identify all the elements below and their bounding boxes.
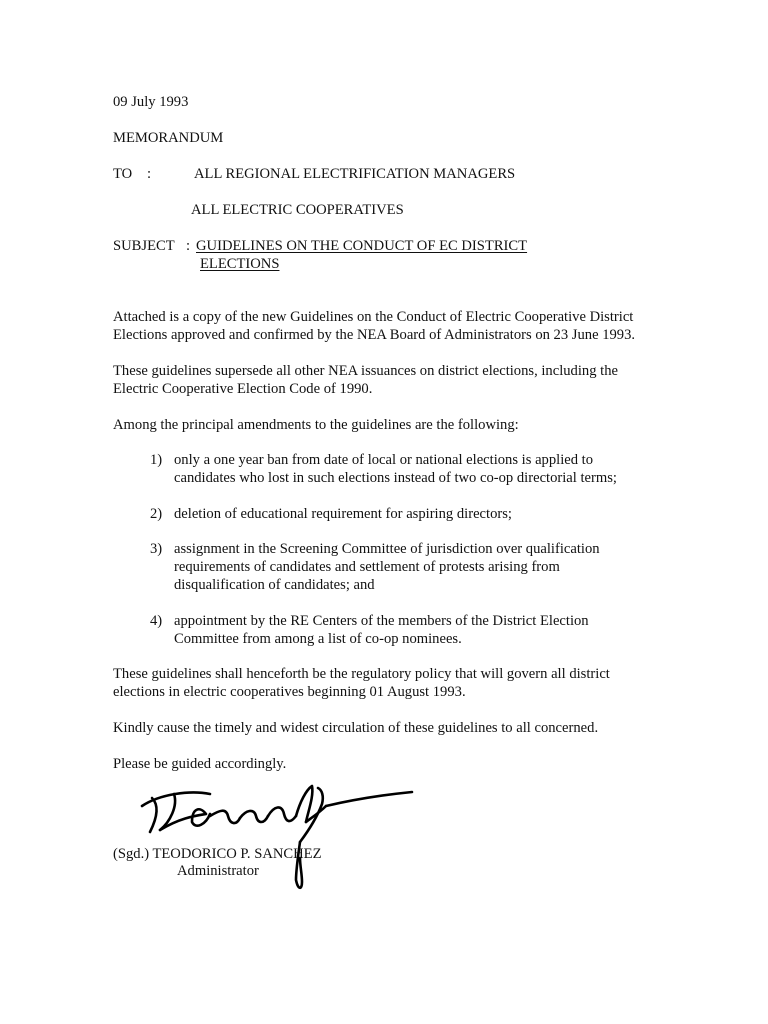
- closing-paragraph-1-line-1: These guidelines shall henceforth be the regulatory policy that will govern all district: [113, 666, 610, 682]
- list-item-line: candidates who lost in such elections instead of two co-op directorial terms;: [174, 470, 617, 486]
- list-item-number: 2): [150, 506, 163, 522]
- closing-paragraph-3: Please be guided accordingly.: [113, 756, 287, 772]
- list-item-line: disqualification of candidates; and: [174, 577, 375, 593]
- list-item-number: 3): [150, 541, 163, 557]
- list-item-line: assignment in the Screening Committee of jurisdiction over qualification: [174, 541, 600, 557]
- closing-paragraph-2: Kindly cause the timely and widest circulation of these guidelines to all concerned.: [113, 720, 599, 736]
- recipient-2: ALL ELECTRIC COOPERATIVES: [191, 202, 404, 218]
- to-colon: :: [147, 166, 152, 182]
- to-label: TO: [113, 166, 133, 182]
- signatory-title: Administrator: [177, 863, 259, 879]
- signatory-name: (Sgd.) TEODORICO P. SANCHEZ: [113, 846, 322, 862]
- subject-label: SUBJECT: [113, 238, 175, 254]
- subject-line-2: ELECTIONS: [200, 256, 280, 272]
- memo-heading: MEMORANDUM: [113, 130, 224, 146]
- subject-colon: :: [186, 238, 191, 254]
- paragraph-3-line-1: Among the principal amendments to the guidelines are the following:: [113, 417, 519, 433]
- subject-line-1: GUIDELINES ON THE CONDUCT OF EC DISTRICT: [196, 238, 528, 254]
- handwritten-signature: [130, 776, 420, 898]
- paragraph-2-line-1: These guidelines supersede all other NEA issuances on district elections, including the: [113, 363, 618, 379]
- list-item-line: only a one year ban from date of local or national elections is applied to: [174, 452, 594, 468]
- list-item-line: appointment by the RE Centers of the members of the District Election: [174, 613, 589, 629]
- closing-paragraph-1-line-2: elections in electric cooperatives beginning 01 August 1993.: [113, 684, 466, 700]
- list-item-line: deletion of educational requirement for aspiring directors;: [174, 506, 512, 522]
- list-item-number: 4): [150, 613, 163, 629]
- list-item-line: Committee from among a list of co-op nominees.: [174, 631, 462, 647]
- list-item-line: requirements of candidates and settlement of protests arising from: [174, 559, 560, 575]
- paragraph-1-line-2: Elections approved and confirmed by the NEA Board of Administrators on 23 June 1993.: [113, 327, 636, 343]
- paragraph-1-line-1: Attached is a copy of the new Guidelines on the Conduct of Electric Cooperative District: [113, 309, 634, 325]
- memo-date: 09 July 1993: [113, 94, 189, 110]
- paragraph-2-line-2: Electric Cooperative Election Code of 1990.: [113, 381, 373, 397]
- recipient-1: ALL REGIONAL ELECTRIFICATION MANAGERS: [194, 166, 516, 182]
- list-item-number: 1): [150, 452, 163, 468]
